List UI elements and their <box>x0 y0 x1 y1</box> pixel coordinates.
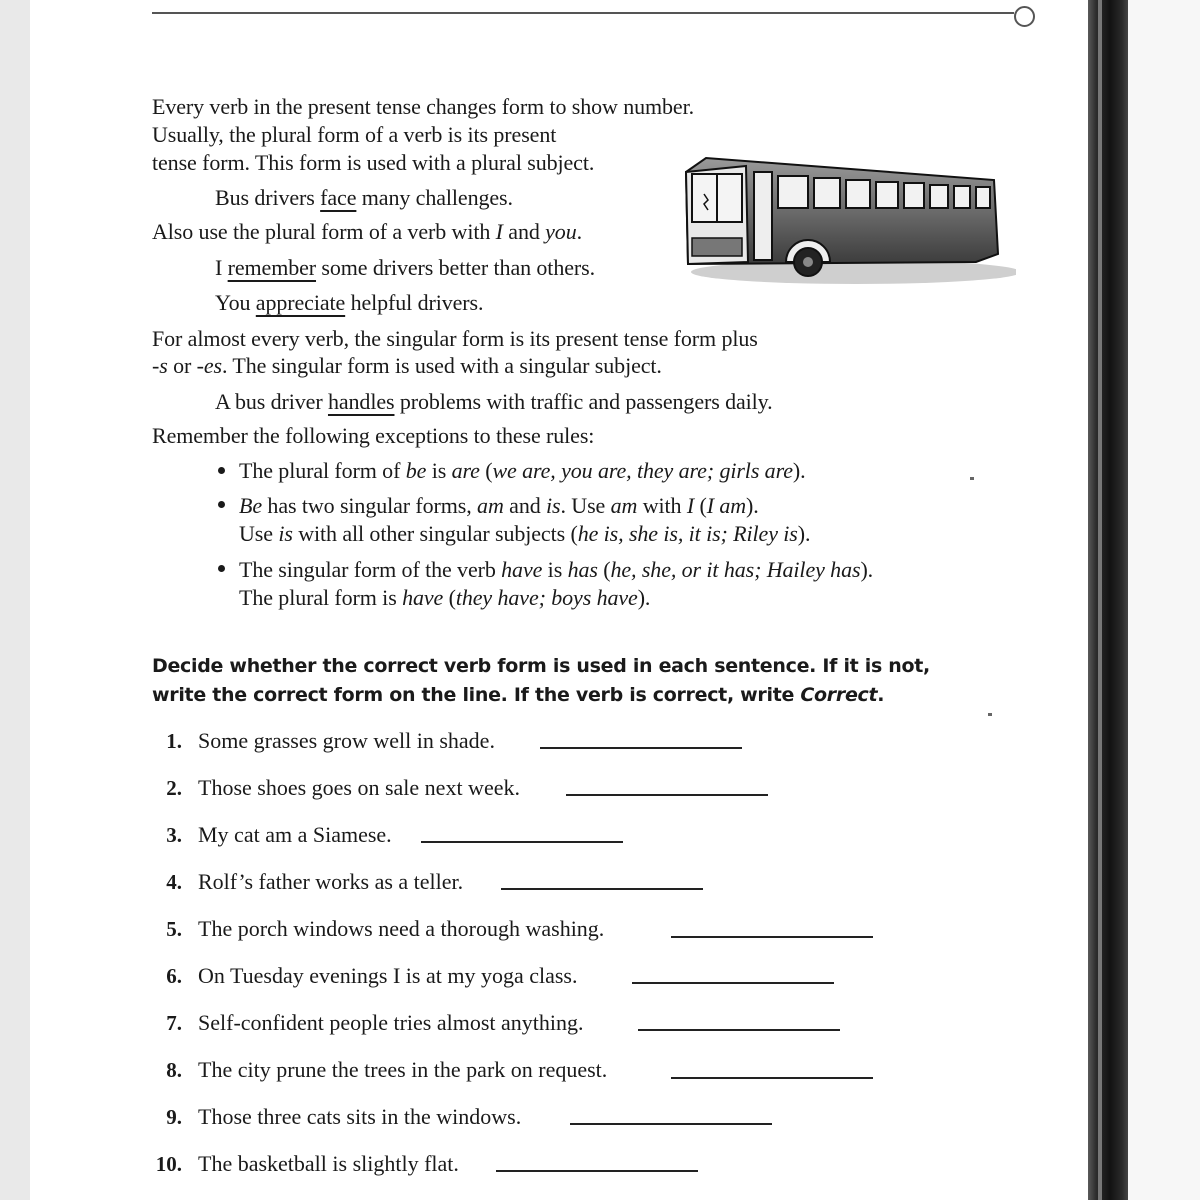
binder-spine <box>1088 0 1128 1200</box>
question-number: 2. <box>166 776 182 800</box>
bus-door <box>754 172 772 260</box>
bullet-2 <box>218 501 225 508</box>
question-text: The basketball is slightly flat. <box>198 1151 459 1176</box>
question-text: Self-confident people tries almost anything. <box>198 1010 584 1035</box>
answer-line-6[interactable] <box>632 982 834 984</box>
example-plural-3: You appreciate helpful drivers. <box>215 290 484 315</box>
instructions-line-1: Decide whether the correct verb form is used in each sentence. If it is not, <box>152 655 930 677</box>
intro-line-3: tense form. This form is used with a plural subject. <box>152 150 595 175</box>
scan-speck <box>970 477 974 480</box>
question-text: Those shoes goes on sale next week. <box>198 775 520 800</box>
example-plural-1: Bus drivers face many challenges. <box>215 185 513 210</box>
example-singular: A bus driver handles problems with traffic and passengers daily. <box>215 389 773 414</box>
question-number: 4. <box>166 870 182 894</box>
bullet-3 <box>218 565 225 572</box>
example-plural-2: I remember some drivers better than others. <box>215 255 595 280</box>
question-number: 1. <box>166 729 182 753</box>
exception-3-line-1: The singular form of the verb have is has (he, she, or it has; Hailey has). <box>239 557 874 582</box>
exception-2-line-1: Be has two singular forms, am and is. Use am with I (I am). <box>239 493 759 518</box>
answer-line-10[interactable] <box>496 1170 698 1172</box>
question-number: 9. <box>166 1105 182 1129</box>
answer-line-8[interactable] <box>671 1077 873 1079</box>
question-text: The city prune the trees in the park on request. <box>198 1057 608 1082</box>
question-number: 3. <box>166 823 182 847</box>
answer-line-9[interactable] <box>570 1123 772 1125</box>
answer-line-3[interactable] <box>421 841 623 843</box>
question-number: 8. <box>166 1058 182 1082</box>
intro-line-1: Every verb in the present tense changes form to show number. <box>152 94 695 119</box>
question-number: 7. <box>166 1011 182 1035</box>
bus-illustration <box>676 150 1016 290</box>
intro-line-2: Usually, the plural form of a verb is its present <box>152 122 557 147</box>
exception-3-line-2: The plural form is have (they have; boys have). <box>239 585 651 610</box>
answer-line-5[interactable] <box>671 936 873 938</box>
answer-line-2[interactable] <box>566 794 768 796</box>
answer-line-4[interactable] <box>501 888 703 890</box>
bullet-1 <box>218 467 225 474</box>
header-rule <box>152 12 1014 14</box>
instructions-line-2: write the correct form on the line. If the verb is correct, write Correct. <box>152 684 885 706</box>
question-number: 5. <box>166 917 182 941</box>
question-text: Rolf’s father works as a teller. <box>198 869 464 894</box>
question-text: On Tuesday evenings I is at my yoga class. <box>198 963 578 988</box>
background-margin <box>1128 0 1200 1200</box>
answer-line-1[interactable] <box>540 747 742 749</box>
singular-rule-line-1: For almost every verb, the singular form is its present tense form plus <box>152 326 758 351</box>
bus-grille <box>692 238 742 256</box>
header-rule-circle <box>1014 6 1035 27</box>
question-number: 10. <box>155 1152 182 1176</box>
question-text: Some grasses grow well in shade. <box>198 728 495 753</box>
answer-line-7[interactable] <box>638 1029 840 1031</box>
question-text: My cat am a Siamese. <box>198 822 392 847</box>
exception-2-line-2: Use is with all other singular subjects (he is, she is, it is; Riley is). <box>239 521 811 546</box>
question-number: 6. <box>166 964 182 988</box>
singular-rule-line-2: -s or -es. The singular form is used with a singular subject. <box>152 353 662 378</box>
exceptions-heading: Remember the following exceptions to these rules: <box>152 423 595 448</box>
exception-1: The plural form of be is are (we are, you are, they are; girls are). <box>239 458 806 483</box>
question-text: Those three cats sits in the windows. <box>198 1104 522 1129</box>
scan-speck <box>988 713 992 716</box>
question-text: The porch windows need a thorough washing. <box>198 916 605 941</box>
rule-i-you: Also use the plural form of a verb with I and you. <box>152 219 583 244</box>
